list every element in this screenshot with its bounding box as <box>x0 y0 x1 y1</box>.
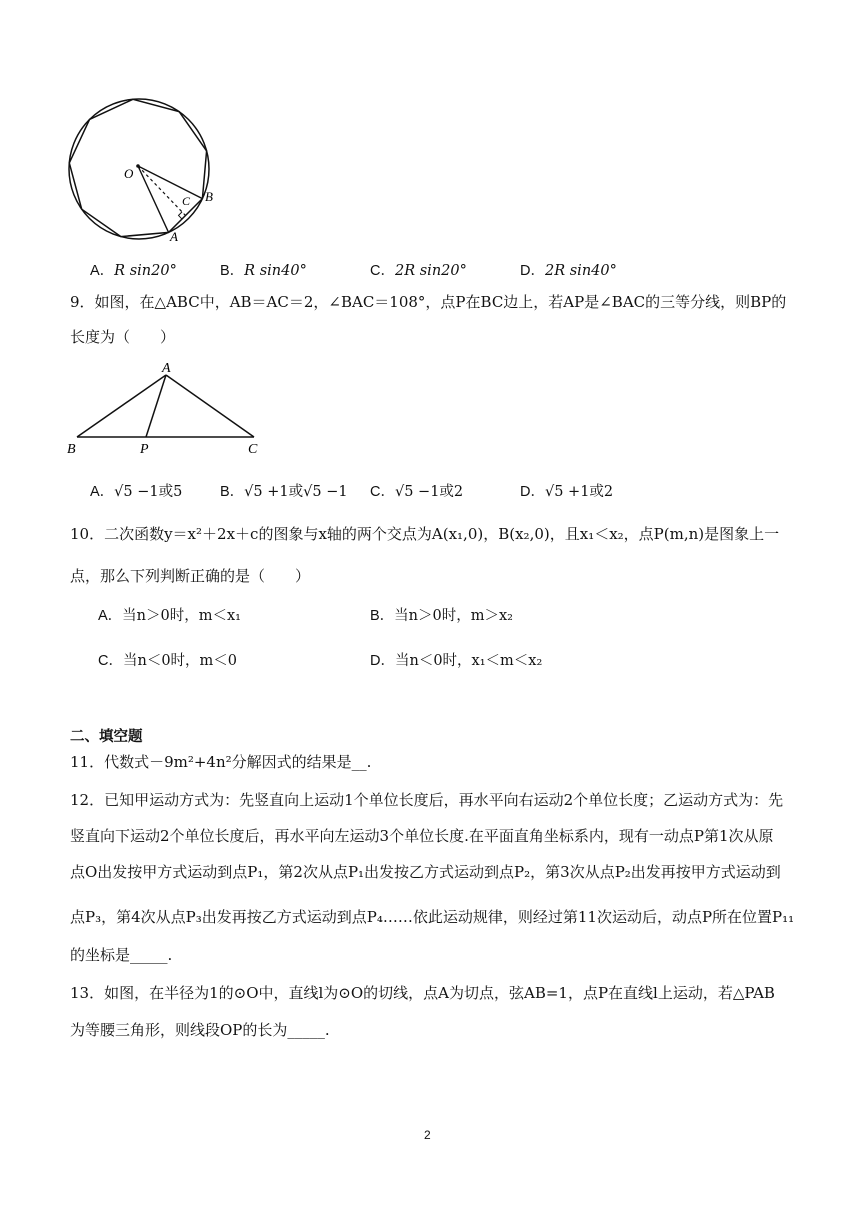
q9-label-c: C <box>248 442 258 457</box>
q8-label-o: O <box>124 166 134 181</box>
page-number: 2 <box>424 1128 431 1142</box>
q12-stem-line2: 竖直向下运动2个单位长度后，再水平向左运动3个单位长度.在平面直角坐标系内，现有一动点P第1次从原 <box>70 827 774 845</box>
q10-stem-line1: 10．二次函数y＝x²＋2x＋c的图象与x轴的两个交点为A(x₁,0)，B(x₂,0)，且x₁＜x₂，点P(m,n)是图象上一 <box>70 525 780 543</box>
q13-stem-line1: 13．如图，在半径为1的⊙O中，直线l为⊙O的切线，点A为切点，弦AB=1，点P在直线l上运动，若△PAB <box>70 984 775 1002</box>
q10-option-d: D．当n＜0时，x₁＜m＜x₂ <box>370 653 543 669</box>
q8-option-c: C．2R sin20° <box>370 263 467 279</box>
q12-stem-line3: 点O出发按甲方式运动到点P₁，第2次从点P₁出发按乙方式运动到点P₂，第3次从点P₂出发再按甲方式运动到 <box>70 863 781 881</box>
q8-geometry <box>69 99 209 239</box>
q8-segment-oc <box>138 166 186 216</box>
q9-figure <box>64 358 274 458</box>
q12-stem-line1: 12．已知甲运动方式为：先竖直向上运动1个单位长度后，再水平向右运动2个单位长度；乙运动方式为：先 <box>70 791 784 809</box>
q8-label-c: C <box>182 194 191 208</box>
q9-option-d: D．√5 +1或2 <box>520 484 614 500</box>
q8-option-b: B．R sin40° <box>220 263 307 279</box>
q12-stem-line4: 点P₃，第4次从点P₃出发再按乙方式运动到点P₄……依此运动规律，则经过第11次运动后，动点P所在位置P₁₁ <box>70 908 795 926</box>
q11-stem: 11．代数式－9m²+4n²分解因式的结果是__. <box>70 753 372 771</box>
q10-option-a: A．当n＞0时，m＜x₁ <box>98 608 241 624</box>
q9-label-a: A <box>162 361 171 376</box>
q8-figure <box>64 96 224 248</box>
q10-stem-line2: 点，那么下列判断正确的是（ ） <box>70 567 311 585</box>
section-title-fill-in: 二、填空题 <box>70 729 143 745</box>
q9-label-p: P <box>140 442 149 457</box>
q9-stem-line2: 长度为（ ） <box>70 328 176 346</box>
q9-stem-line1: 9．如图，在△ABC中，AB＝AC＝2，∠BAC＝108°，点P在BC边上，若AP是∠BAC的三等分线，则BP的 <box>70 293 787 311</box>
q10-option-b: B．当n＞0时，m＞x₂ <box>370 608 513 624</box>
q8-option-a: A．R sin20° <box>90 263 177 279</box>
q9-side-ac <box>166 375 254 437</box>
q8-label-a: A <box>170 229 178 244</box>
q12-stem-line5: 的坐标是_____. <box>70 946 173 964</box>
q9-option-a: A．√5 −1或5 <box>90 484 183 500</box>
q8-nonagon <box>69 99 206 236</box>
q10-option-c: C．当n＜0时，m＜0 <box>98 653 238 669</box>
q9-segment-ap <box>146 375 166 437</box>
q9-option-b: B．√5 +1或√5 −1 <box>220 484 348 500</box>
q8-option-d: D．2R sin40° <box>520 263 617 279</box>
q8-segment-oa <box>138 166 169 232</box>
q9-side-ab <box>77 375 166 437</box>
q8-segment-ob <box>138 166 202 199</box>
q13-stem-line2: 为等腰三角形，则线段OP的长为_____. <box>70 1021 330 1039</box>
q8-right-angle-mark <box>179 212 183 219</box>
q8-label-b: B <box>205 189 213 204</box>
q9-option-c: C．√5 −1或2 <box>370 484 464 500</box>
q9-label-b: B <box>67 442 76 457</box>
q8-point-o <box>136 164 140 168</box>
